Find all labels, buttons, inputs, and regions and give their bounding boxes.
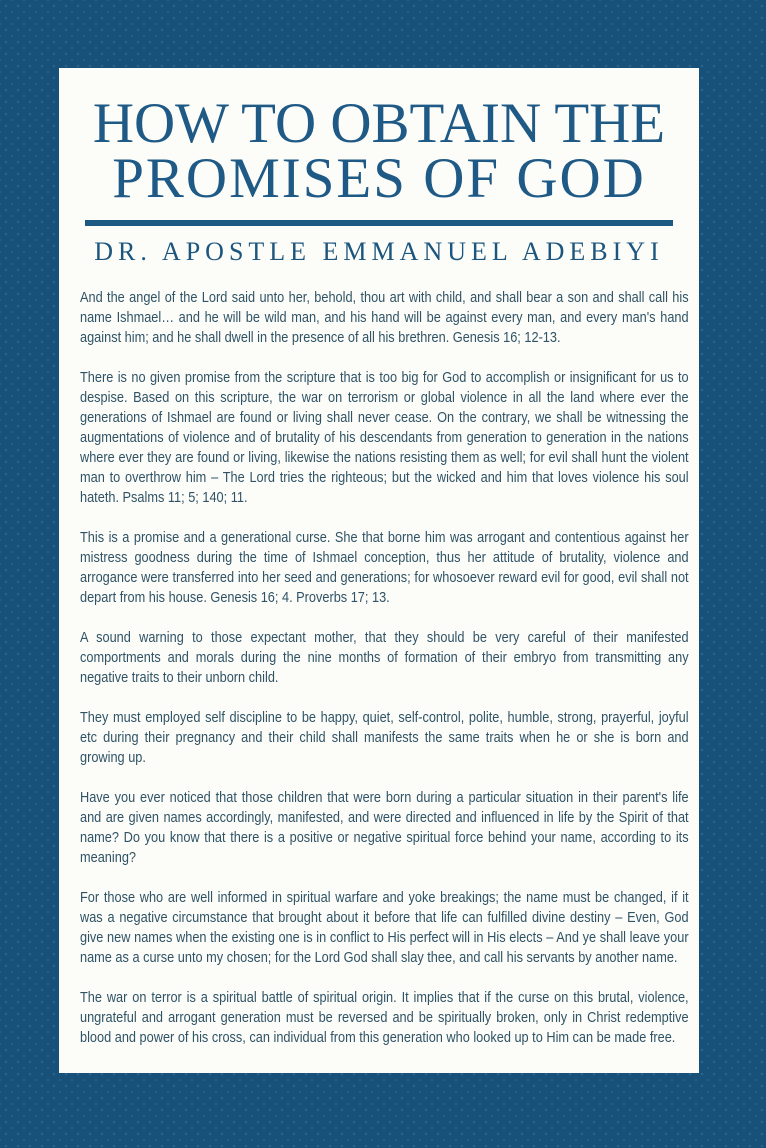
paragraph-generational-curse: This is a promise and a generational curse. She that borne him was arrogant and contentious against her mistress goodness during the time of Ishmael conception, thus her attitude of brutality, violence and arrogance were transferred into her seed and generations; for whosoever reward evil for good, evil shall not depart from his house. Genesis 16; 4. Proverbs 17; 13. [80,529,689,606]
paragraph-self-discipline: They must employed self discipline to be happy, quiet, self-control, polite, humble, strong, prayerful, joyful etc during their pregnancy and their child shall manifests the same traits when he or she is born and growing up. [80,709,689,766]
paragraph-promise-war: There is no given promise from the scripture that is too big for God to accomplish or insignificant for us to despise. Based on this scripture, the war on terrorism or global violence in all the land where ever the generations of Ishmael are found or living shall never cease. On the contrary, we shall be witnessing the augmentations of violence and of brutality of his descendants from generation to generation in the nations where ever they are found or living, likewise the nations resisting them as well; for evil shall hunt the violent man to overthrow him – The Lord tries the righteous; but the wicked and him that loves violence his soul hateth. Psalms 11; 5; 140; 11. [80,369,689,506]
paragraph-warning-mothers: A sound warning to those expectant mother, that they should be very careful of their manifested comportments and morals during the nine months of formation of their embryo from transmitting any negative traits to their unborn child. [80,629,689,686]
paragraph-names-meaning: Have you ever noticed that those children that were born during a particular situation in their parent's life and are given names accordingly, manifested, and were directed and influenced in life by the Spirit of that name? Do you know that there is a positive or negative spiritual force behind your name, according to its meaning? [80,789,689,866]
book-title-line2: PROMISES OF GOD [112,147,646,210]
cover-panel [59,68,699,1073]
book-title [59,92,699,210]
book-title-line1: HOW TO OBTAIN THE [92,92,666,155]
title-divider-rule [85,220,673,226]
paragraph-war-on-terror: The war on terror is a spiritual battle of spiritual origin. It implies that if the curse on this brutal, violence, ungrateful and arrogant generation must be reversed and be spiritually broken, only in Christ redemptive blood and power of his cross, can individual from this generation who looked up to Him can be made free. [80,989,689,1046]
paragraph-name-change: For those who are well informed in spiritual warfare and yoke breakings; the name must be changed, if it was a negative circumstance that brought about it before that life can fulfilled divine destiny – Even, God give new names when the existing one is in conflict to His perfect will in His elects – And ye shall leave your name as a curse unto my chosen; for the Lord God shall slay thee, and call his servants by another name. [80,889,689,966]
paragraph-scripture-quote: And the angel of the Lord said unto her, behold, thou art with child, and shall bear a son and shall call his name Ishmael… and he will be wild man, and his hand will be against every man, and every man's hand against him; and he shall dwell in the presence of all his brethren. Genesis 16; 12-13. [80,289,689,346]
back-cover-text [80,288,689,1048]
author-name: DR. APOSTLE EMMANUEL ADEBIYI [94,237,664,266]
